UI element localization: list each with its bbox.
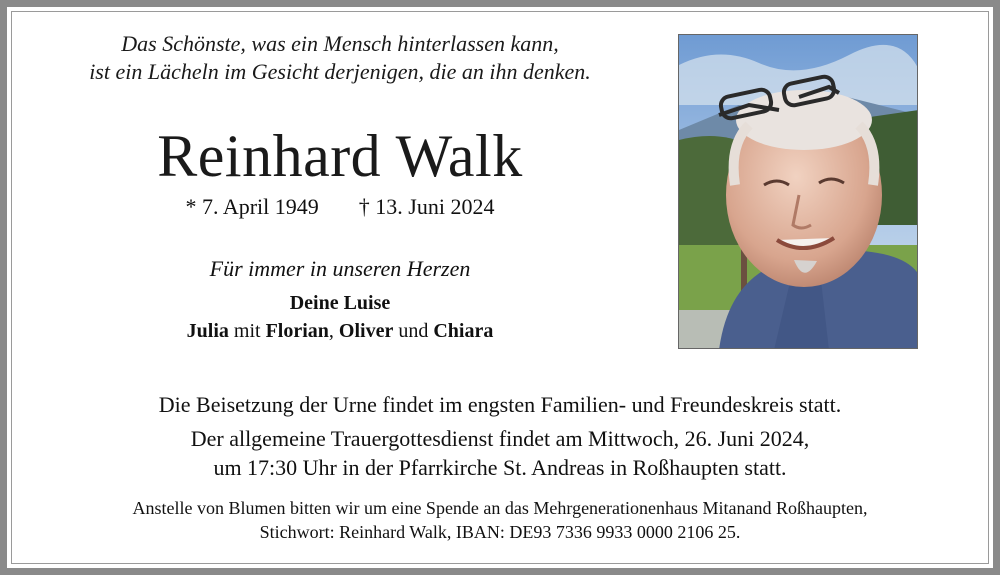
announcement-line-1: Die Beisetzung der Urne findet im engsten Familien- und Freundeskreis statt. (158, 392, 842, 417)
quote-line-2: ist ein Lächeln im Gesicht derjenigen, die an ihn denken. (89, 59, 591, 84)
quote-line-1: Das Schönste, was ein Mensch hinterlassen kann, (121, 31, 559, 56)
donation-line-2: Stichwort: Reinhard Walk, IBAN: DE93 7336 9933 0000 2106 25. (259, 522, 741, 542)
mourner-florian: Florian (265, 320, 329, 342)
deceased-name: Reinhard Walk (157, 123, 523, 189)
motto: Für immer in unseren Herzen (209, 256, 471, 281)
mourner-oliver: Oliver (338, 320, 394, 342)
announcement-line-2: Der allgemeine Trauergottesdienst findet am Mittwoch, 26. Juni 2024, (190, 426, 810, 451)
portrait-photo (678, 34, 918, 349)
mourners (40, 289, 640, 345)
life-dates (40, 193, 640, 221)
mourner-chiara: Chiara (433, 320, 494, 342)
mourner-line-2: Julia mit Florian, Oliver und Chiara (186, 320, 494, 342)
mourner-julia: Julia (186, 320, 229, 342)
cross-icon: † (358, 194, 370, 219)
death-date: 13. Juni 2024 (375, 194, 495, 219)
donation-notice (20, 496, 980, 544)
memorial-quote (20, 30, 660, 86)
birth-date: * 7. April 1949 (185, 194, 319, 219)
announcement-line-3: um 17:30 Uhr in der Pfarrkirche St. Andreas in Roßhaupten statt. (213, 455, 787, 480)
mourner-line-1: Deine Luise (289, 292, 391, 314)
funeral-announcement (20, 390, 980, 482)
donation-line-1: Anstelle von Blumen bitten wir um eine Spende an das Mehrgenerationenhaus Mitanand Roßhaupten, (132, 498, 868, 518)
